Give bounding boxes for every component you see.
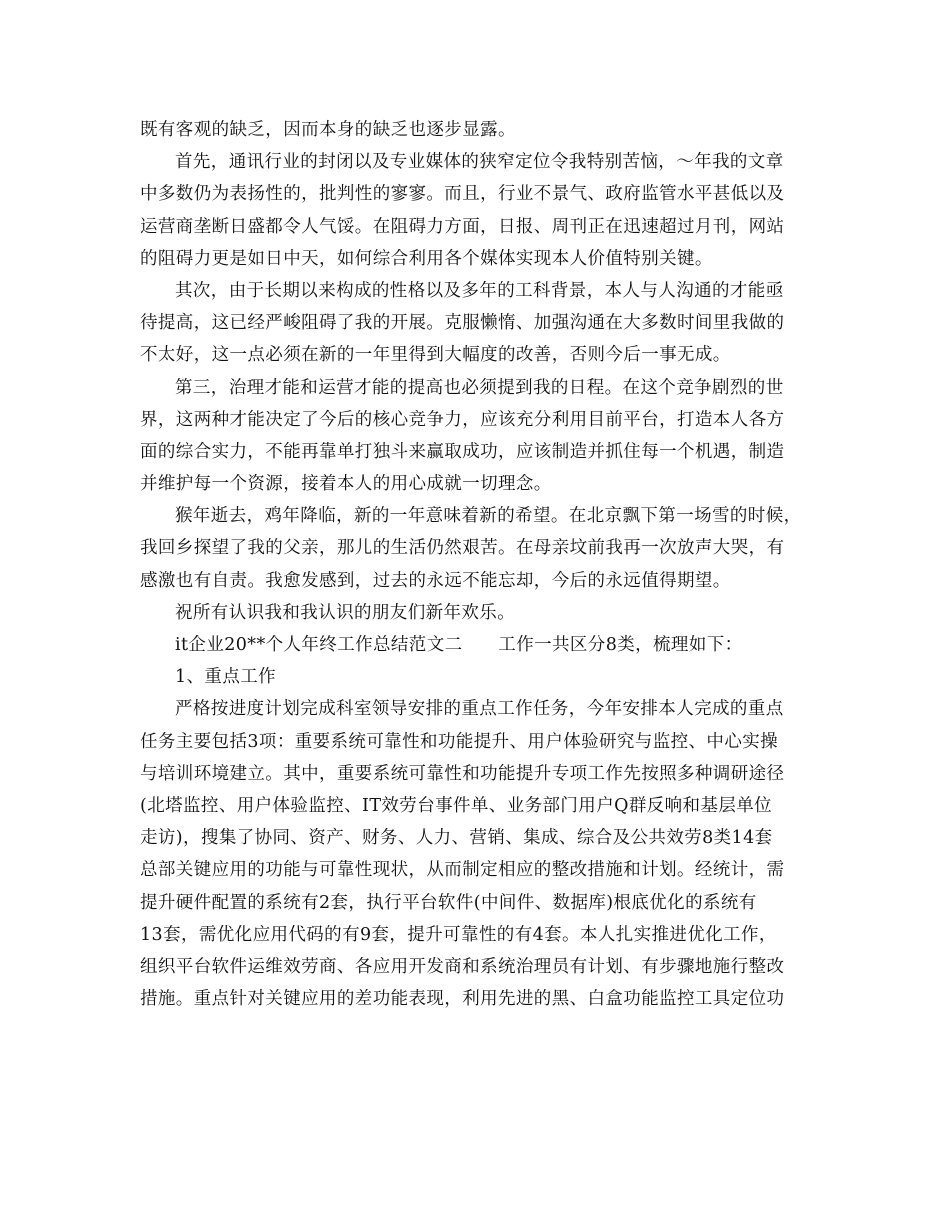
text-line: 措施。重点针对关键应用的差功能表现，利用先进的黑、白盒功能监控工具定位功	[140, 989, 785, 1010]
text-line: 祝所有认识我和我认识的朋友们新年欢乐。	[175, 602, 516, 623]
text-line: 待提高，这已经严峻阻碍了我的开展。克服懒惰、加强沟通在大多数时间里我做的	[140, 313, 785, 334]
text-line: 严格按进度计划完成科室领导安排的重点工作任务，今年安排本人完成的重点	[175, 699, 784, 720]
text-line: 首先，通讯行业的封闭以及专业媒体的狭窄定位令我特别苦恼，～年我的文章	[175, 152, 784, 173]
text-line: 的阻碍力更是如日中天，如何综合利用各个媒体实现本人价值特别关键。	[140, 248, 713, 269]
text-line: it企业20**个人年终工作总结范文二 工作一共区分8类，梳理如下：	[175, 635, 743, 655]
text-line: 并维护每一个资源，接着本人的用心成就一切理念。	[140, 474, 552, 495]
document-body	[140, 114, 830, 1015]
text-line: 我回乡探望了我的父亲，那儿的生活仍然艰苦。在母亲坟前我再一次放声大哭，有	[140, 538, 785, 559]
text-line: 感激也有自责。我愈发感到，过去的永远不能忘却，今后的永远值得期望。	[140, 570, 731, 591]
text-line: 界，这两种才能决定了今后的核心竞争力，应该充分利用目前平台，打造本人各方	[140, 409, 785, 430]
text-line: 组织平台软件运维效劳商、各应用开发商和系统治理员有计划、有步骤地施行整改	[140, 956, 785, 977]
text-line: 第三，治理才能和运营才能的提高也必须提到我的日程。在这个竞争剧烈的世	[175, 377, 784, 398]
text-line: 13套，需优化应用代码的有9套，提升可靠性的有4套。本人扎实推进优化工作，	[140, 924, 777, 945]
text-line: 既有客观的缺乏，因而本身的缺乏也逐步显露。	[140, 120, 516, 140]
text-line: 猴年逝去，鸡年降临，新的一年意味着新的希望。在北京飘下第一场雪的时候，	[175, 506, 802, 527]
text-line: 其次，由于长期以来构成的性格以及多年的工科背景，本人与人沟通的才能亟	[175, 280, 784, 301]
text-line: 运营商垄断日盛都令人气馁。在阻碍力方面，日报、周刊正在迅速超过月刊，网站	[140, 216, 785, 237]
text-line: 提升硬件配置的系统有2套，执行平台软件(中间件、数据库)根底优化的系统有	[140, 892, 757, 913]
text-line: 任务主要包括3项：重要系统可靠性和功能提升、用户体验研究与监控、中心实操	[140, 731, 779, 752]
text-line: 总部关键应用的功能与可靠性现状，从而制定相应的整改措施和计划。经统计，需	[140, 860, 785, 881]
text-line: 面的综合实力，不能再靠单打独斗来赢取成功，应该制造并抓住每一个机遇，制造	[140, 441, 785, 462]
text-line: 与培训环境建立。其中，重要系统可靠性和功能提升专项工作先按照多种调研途径	[140, 763, 785, 784]
text-line: 1、重点工作	[175, 667, 277, 688]
text-line: 走访)，搜集了协同、资产、财务、人力、营销、集成、综合及公共效劳8类14套	[140, 828, 773, 849]
text-line: 不太好，这一点必须在新的一年里得到大幅度的改善，否则今后一事无成。	[140, 345, 731, 366]
text-line: 中多数仍为表扬性的，批判性的寥寥。而且，行业不景气、政府监管水平甚低以及	[140, 184, 785, 205]
text-line: (北塔监控、用户体验监控、IT效劳台事件单、业务部门用户Q群反响和基层单位	[140, 795, 773, 816]
